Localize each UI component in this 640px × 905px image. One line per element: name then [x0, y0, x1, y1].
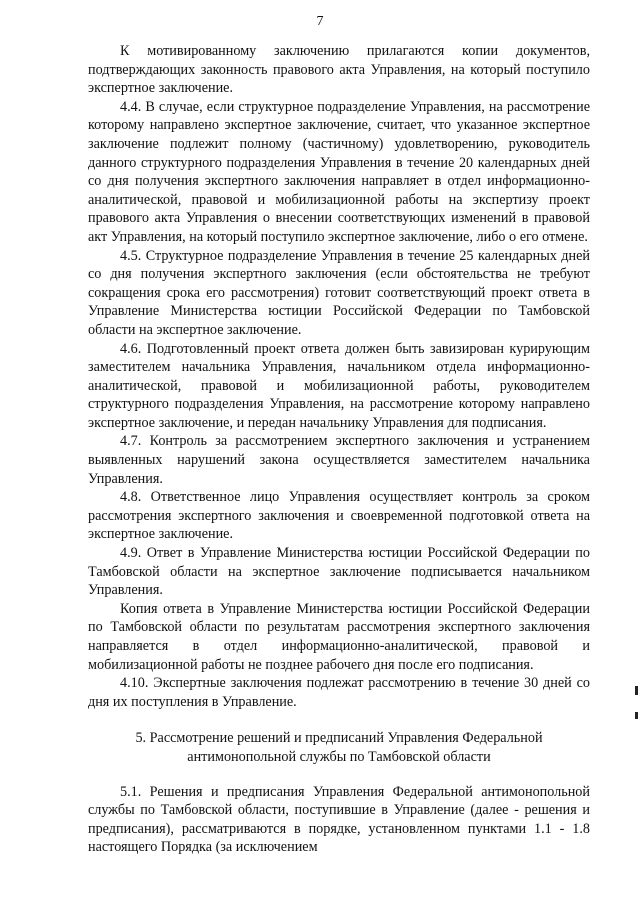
- section-heading-line-1: 5. Рассмотрение решений и предписаний Управления Федеральной: [135, 730, 543, 747]
- paragraph-4-5: 4.5. Структурное подразделение Управления в течение 25 календарных дней со дня получения экспертного заключения (если обстоятельства не требуют сокращения срока его рассмотрения) готовит соответствующий проект ответа в Управление Министерства юстиции Российской Федерации по Тамбовской области на экспертное заключение.: [88, 247, 590, 338]
- section-heading-line-2: антимонопольной службы по Тамбовской области: [187, 748, 491, 765]
- page-number: 7: [316, 14, 324, 29]
- paragraph-attachment: К мотивированному заключению прилагаются копии документов, подтверждающих законность правового акта Управления, на который поступило экспертное заключение.: [88, 43, 590, 97]
- paragraph-copy-of-answer: Копия ответа в Управление Министерства юстиции Российской Федерации по Тамбовской области по результатам рассмотрения экспертного заключения направляется в отдел информационно-аналитической, правовой и мобилизационной работы не позднее рабочего дня после его подписания.: [88, 600, 590, 673]
- paragraph-4-8: 4.8. Ответственное лицо Управления осуществляет контроль за сроком рассмотрения экспертного заключения и своевременной подготовкой ответа на экспертное заключение.: [88, 489, 590, 543]
- scan-edge-mark: [635, 686, 638, 695]
- paragraph-4-7: 4.7. Контроль за рассмотрением экспертного заключения и устранением выявленных нарушений закона осуществляется заместителем начальника Управления.: [88, 433, 590, 487]
- paragraph-4-6: 4.6. Подготовленный проект ответа должен быть завизирован курирующим заместителем начальника Управления, начальником отдела информационно-аналитической, правовой и мобилизационной работы, руководителем структурного подразделения Управления, на рассмотрение которому направлено экспертное заключение, и передан начальнику Управления для подписания.: [88, 340, 590, 431]
- paragraph-5-1: 5.1. Решения и предписания Управления Федеральной антимонопольной службы по Тамбовской области, поступившие в Управление (далее - решения и предписания), рассматриваются в порядке, установленном пунктами 1.1 - 1.8 настоящего Порядка (за исключением: [88, 783, 590, 856]
- section-5-heading: [88, 729, 590, 766]
- paragraph-4-4: 4.4. В случае, если структурное подразделение Управления, на рассмотрение которому направлено экспертное заключение, считает, что указанное экспертное заключение подлежит полному (частичному) удовлетворению, руководитель данного структурного подразделения Управления в течение 20 календарных дней со дня получения экспертного заключения направляет в отдел информационно-аналитической, правовой и мобилизационной работы на экспертизу проект правового акта Управления о внесении соответствующих изменений в правовой акт Управления, на который поступило экспертное заключение, либо о его отмене.: [88, 98, 590, 245]
- document-body: [88, 42, 590, 857]
- paragraph-4-10: 4.10. Экспертные заключения подлежат рассмотрению в течение 30 дней со дня их поступления в Управление.: [88, 675, 590, 710]
- scan-edge-mark: [635, 712, 638, 719]
- paragraph-4-9: 4.9. Ответ в Управление Министерства юстиции Российской Федерации по Тамбовской области на экспертное заключение подписывается начальником Управления.: [88, 545, 590, 599]
